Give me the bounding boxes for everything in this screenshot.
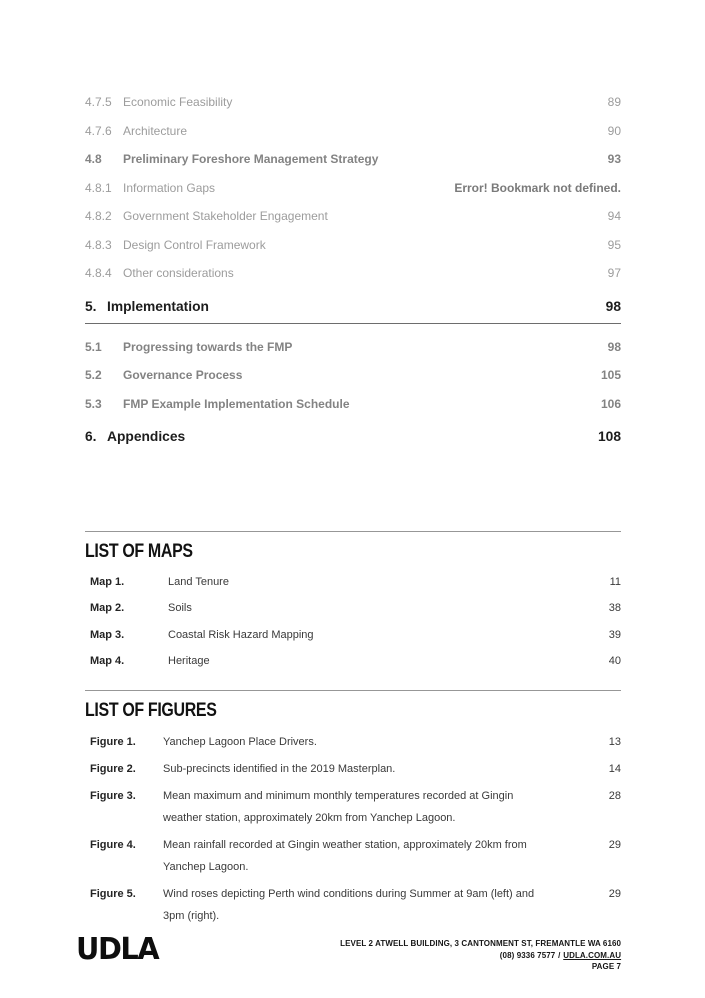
list-of-figures-heading: LIST OF FIGURES xyxy=(85,700,217,721)
toc-entry-page: 89 xyxy=(607,95,621,110)
figure-entry-label: Figure 1. xyxy=(90,735,136,748)
footer-page-number: PAGE 7 xyxy=(591,961,621,971)
toc-entry-page: 90 xyxy=(607,123,621,138)
figure-row[interactable] xyxy=(85,728,621,755)
map-entry-label: Map 3. xyxy=(90,628,125,641)
toc-row[interactable] xyxy=(85,361,621,390)
toc-entry-title: Implementation xyxy=(107,298,209,314)
table-of-contents xyxy=(85,0,621,453)
toc-entry-page: 108 xyxy=(597,429,621,444)
figure-row[interactable] xyxy=(85,782,621,831)
toc-entry-number: 6. xyxy=(85,429,97,444)
figure-entry-label: Figure 3. xyxy=(90,789,136,802)
footer-contact-line xyxy=(340,950,621,962)
toc-row[interactable] xyxy=(85,202,621,231)
toc-row[interactable] xyxy=(85,288,621,324)
list-of-maps-section xyxy=(85,531,621,679)
figure-row[interactable] xyxy=(85,755,621,782)
figure-entry-label: Figure 5. xyxy=(90,887,136,900)
toc-row[interactable] xyxy=(85,390,621,419)
map-entry-title: Soils xyxy=(168,602,192,614)
toc-entry-number: 4.8 xyxy=(85,152,102,167)
figure-entry-page: 28 xyxy=(608,789,621,802)
toc-row[interactable] xyxy=(85,145,621,174)
map-entry-page: 40 xyxy=(608,655,621,667)
toc-row[interactable] xyxy=(85,88,621,117)
toc-row[interactable] xyxy=(85,418,621,453)
toc-entry-number: 5.3 xyxy=(85,396,102,411)
toc-entry-number: 4.8.4 xyxy=(85,266,112,281)
toc-entry-page: 94 xyxy=(607,209,621,224)
figure-entry-title: Mean rainfall recorded at Gingin weather station, approximately 20km from Yanchep Lagoon. xyxy=(163,838,527,873)
map-entry-page: 11 xyxy=(609,575,621,588)
figure-entry-title: Yanchep Lagoon Place Drivers. xyxy=(163,735,317,748)
footer-info xyxy=(340,938,621,973)
toc-row[interactable] xyxy=(85,117,621,146)
toc-entry-title: Information Gaps xyxy=(123,180,216,195)
page-footer xyxy=(0,918,705,998)
map-entry-page: 38 xyxy=(608,602,621,614)
figure-entry-title: Wind roses depicting Perth wind conditions during Summer at 9am (left) and 3pm (right). xyxy=(163,887,535,922)
map-row[interactable] xyxy=(85,649,621,676)
toc-entry-number: 5.1 xyxy=(85,339,102,354)
toc-row[interactable] xyxy=(85,333,621,362)
toc-entry-page: 106 xyxy=(600,396,621,411)
figure-entry-title: Sub-precincts identified in the 2019 Masterplan. xyxy=(163,762,396,775)
toc-entry-page: 98 xyxy=(607,339,621,354)
toc-entry-title: Other considerations xyxy=(123,266,234,281)
page-content xyxy=(85,0,621,933)
list-of-figures-section xyxy=(85,690,621,933)
list-of-maps-heading: LIST OF MAPS xyxy=(85,541,193,562)
udla-logo: UDLA xyxy=(76,932,159,967)
toc-entry-title: Government Stakeholder Engagement xyxy=(123,209,328,224)
footer-separator: / xyxy=(558,949,561,960)
map-entry-title: Land Tenure xyxy=(168,575,229,588)
map-entry-label: Map 1. xyxy=(90,575,125,588)
toc-entry-number: 4.8.3 xyxy=(85,237,112,252)
toc-entry-number: 5. xyxy=(85,298,97,314)
toc-entry-page: 97 xyxy=(607,266,621,281)
list-of-maps-body xyxy=(85,566,621,679)
toc-entry-page: 98 xyxy=(605,298,621,314)
toc-entry-title: Design Control Framework xyxy=(123,237,266,252)
toc-entry-title: Appendices xyxy=(107,429,186,444)
toc-row[interactable] xyxy=(85,259,621,288)
footer-address: LEVEL 2 ATWELL BUILDING, 3 CANTONMENT ST, FREMANTLE WA 6160 xyxy=(340,938,621,948)
toc-row[interactable] xyxy=(85,174,621,203)
toc-entry-page: 93 xyxy=(607,152,621,167)
toc-entry-number: 4.7.6 xyxy=(85,123,112,138)
map-entry-title: Heritage xyxy=(168,655,210,667)
toc-entry-page: 95 xyxy=(607,237,621,252)
figure-entry-page: 13 xyxy=(608,735,621,748)
figure-entry-page: 29 xyxy=(608,887,621,900)
toc-entry-number: 4.7.5 xyxy=(85,95,112,110)
figure-entry-title: Mean maximum and minimum monthly temperatures recorded at Gingin weather station, approximately 20km from Yanchep Lagoon. xyxy=(163,789,514,824)
toc-entry-title: Preliminary Foreshore Management Strategy xyxy=(123,152,379,167)
toc-entry-number: 4.8.2 xyxy=(85,209,112,224)
map-row[interactable] xyxy=(85,596,621,623)
toc-entry-title: Progressing towards the FMP xyxy=(123,339,293,354)
map-entry-label: Map 4. xyxy=(90,655,125,667)
toc-entry-title: Architecture xyxy=(123,123,188,138)
toc-row[interactable] xyxy=(85,231,621,260)
figure-entry-page: 29 xyxy=(608,838,621,851)
figure-entry-page: 14 xyxy=(608,762,621,775)
footer-website-link[interactable]: UDLA.COM.AU xyxy=(563,949,621,960)
toc-entry-title: Economic Feasibility xyxy=(123,95,233,110)
map-entry-page: 39 xyxy=(608,628,621,641)
map-entry-label: Map 2. xyxy=(90,602,125,614)
figure-row[interactable] xyxy=(85,831,621,880)
figure-entry-label: Figure 2. xyxy=(90,762,136,775)
toc-entry-number: 5.2 xyxy=(85,368,102,383)
toc-entry-title: Governance Process xyxy=(123,368,243,383)
toc-entry-title: FMP Example Implementation Schedule xyxy=(123,396,350,411)
map-row[interactable] xyxy=(85,622,621,649)
map-entry-title: Coastal Risk Hazard Mapping xyxy=(168,628,314,641)
toc-entry-page: 105 xyxy=(600,368,621,383)
toc-entry-number: 4.8.1 xyxy=(85,180,112,195)
footer-phone: (08) 9336 7577 xyxy=(499,949,556,960)
list-of-figures-body xyxy=(85,725,621,933)
toc-entry-page: Error! Bookmark not defined. xyxy=(454,180,621,195)
map-row[interactable] xyxy=(85,569,621,596)
figure-entry-label: Figure 4. xyxy=(90,838,136,851)
